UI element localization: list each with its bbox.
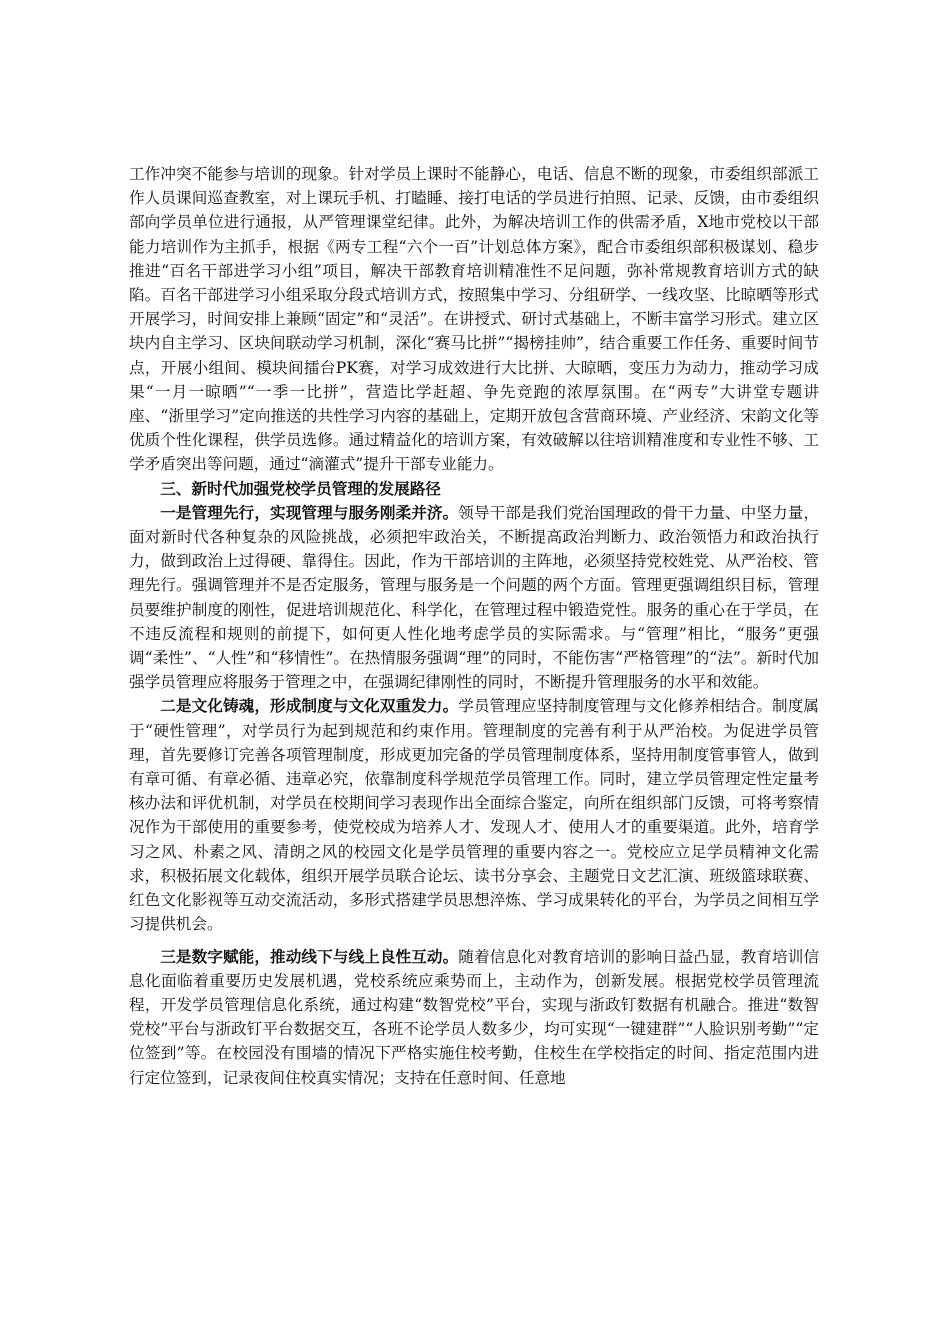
point-1-body: 领导干部是我们党治国理政的骨干力量、中坚力量，面对新时代各种复杂的风险挑战，必须把牢政治关，不断提高政治判断力、政治领悟力和政治执行力，做到政治上过得硬、靠得住。因此，作为干部培训的主阵地，必须坚持党校姓党、从严治校、管理先行。强调管理并不是否定服务，管理与服务是一个问题的两个方面。管理更强调组织目标，管理员要维护制度的刚性，促进培训规范化、科学化，在管理过程中锻造党性。服务的重心在于学员，在不违反流程和规则的前提下，如何更人性化地考虑学员的实际需求。与“管理”相比，“服务”更强调“柔性”、“人性”和“移情性”。在热情服务强调“理”的同时，不能伤害“严格管理”的“法”。新时代加强学员管理应将服务于管理之中，在强调纪律刚性的同时，不断提升管理服务的水平和效能。 xyxy=(129,503,819,692)
document-body xyxy=(129,162,819,1090)
point-3-body: 随着信息化对教育培训的影响日益凸显，教育培训信息化面临着重要历史发展机遇，党校系统应乘势而上，主动作为，创新发展。根据党校学员管理流程，开发学员管理信息化系统，通过构建“数智党校”平台，实现与浙政钉数据有机融合。推进“数智党校”平台与浙政钉平台数据交互，各班不论学员人数多少，均可实现“一键建群”“人脸识别考勤”“定位签到”等。在校园没有围墙的情况下严格实施住校考勤，住校生在学校指定的时间、指定范围内进行定位签到，记录夜间住校真实情况；支持在任意时间、任意地 xyxy=(129,947,819,1087)
point-1-lead: 一是管理先行，实现管理与服务刚柔并济。 xyxy=(160,502,459,522)
body-paragraph-continued: 工作冲突不能参与培训的现象。针对学员上课时不能静心，电话、信息不断的现象，市委组织部派工作人员课间巡查教室，对上课玩手机、打瞌睡、接打电话的学员进行拍照、记录、反馈，由市委组织部向学员单位进行通报，从严管理课堂纪律。此外，为解决培训工作的供需矛盾，X地市党校以干部能力培训作为主抓手，根据《两专工程“六个一百”计划总体方案》，配合市委组织部积极谋划、稳步推进“百名干部进学习小组”项目，解决干部教育培训精准性不足问题，弥补常规教育培训方式的缺陷。百名干部进学习小组采取分段式培训方式，按照集中学习、分组研学、一线攻坚、比晾晒等形式开展学习，时间安排上兼顾“固定”和“灵活”。在讲授式、研讨式基础上，不断丰富学习形式。建立区块内自主学习、区块间联动学习机制，深化“赛马比拼”“揭榜挂帅”，结合重要工作任务、重要时间节点，开展小组间、模块间擂台PK赛，对学习成效进行大比拼、大晾晒，变压力为动力，推动学习成果“一月一晾晒”“一季一比拼”，营造比学赶超、争先竞跑的浓厚氛围。在“两专”大讲堂专题讲座、“浙里学习”定向推送的共性学习内容的基础上，定期开放包含营商环境、产业经济、宋韵文化等优质个性化课程，供学员选修。通过精益化的培训方案，有效破解以往培训精准度和专业性不够、工学矛盾突出等问题，通过“滴灌式”提升干部专业能力。 xyxy=(129,165,819,474)
body-paragraph-point-2 xyxy=(129,694,819,936)
section-heading: 三、新时代加强党校学员管理的发展路径 xyxy=(160,478,441,498)
point-3-lead: 三是数字赋能，推动线下与线上良性互动。 xyxy=(160,946,459,966)
point-2-lead: 二是文化铸魂，形成制度与文化双重发力。 xyxy=(160,696,459,716)
point-2-body: 学员管理应坚持制度管理与文化修养相结合。制度属于“硬性管理”，对学员行为起到规范和约束作用。管理制度的完善有利于从严治校。为促进学员管理，首先要修订完善各项管理制度，形成更加完备的学员管理制度体系，坚持用制度管事管人，做到有章可循、有章必循、违章必究，依靠制度科学规范学员管理工作。同时，建立学员管理定性定量考核办法和评优机制，对学员在校期间学习表现作出全面综合鉴定，向所在组织部门反馈，可将考察情况作为干部使用的重要参考，使党校成为培养人才、发现人才、使用人才的重要渠道。此外，培育学习之风、朴素之风、清朗之风的校园文化是学员管理的重要内容之一。党校应立足学员精神文化需求，积极拓展文化载体，组织开展学员联合论坛、读书分享会、主题党日文艺汇演、班级篮球联赛、红色文化影视等互动交流活动，多形式搭建学员思想淬炼、学习成果转化的平台，为学员之间相互学习提供机会。 xyxy=(129,697,819,934)
body-paragraph-point-3 xyxy=(129,945,819,1090)
body-paragraph-point-1 xyxy=(129,501,819,695)
